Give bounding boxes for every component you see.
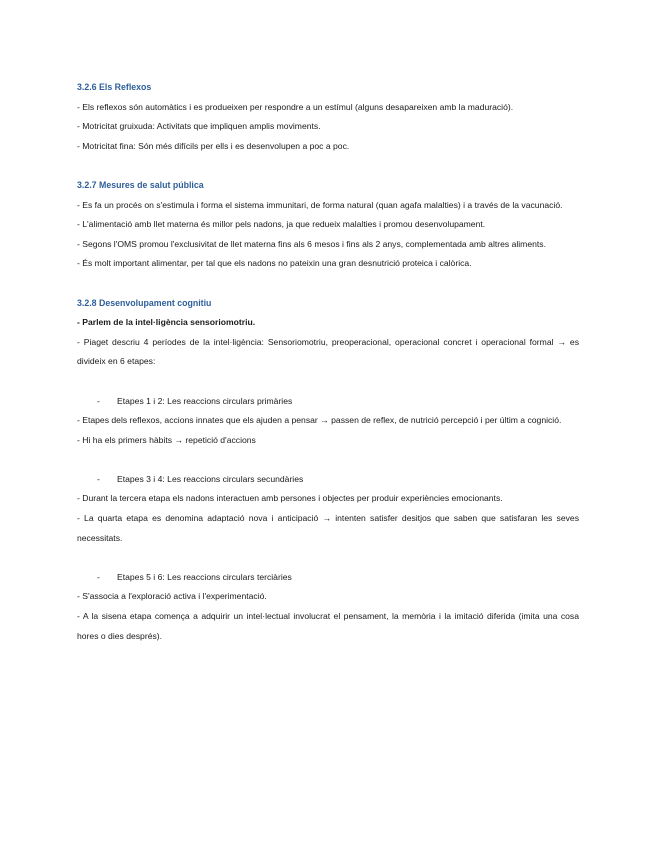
bullet-marker: -	[97, 571, 100, 582]
spacer	[77, 450, 579, 470]
paragraph: - Segons l'OMS promou l'exclusivitat de llet materna fins als 6 mesos i fins als 2 anys, complementada amb altres aliments.	[77, 238, 546, 249]
paragraph: - Es fa un procés on s'estimula i forma el sistema immunitari, de forma natural (quan agafa malalties) i a través de la vacunació.	[77, 199, 563, 210]
spacer	[77, 372, 579, 392]
bullet-marker: -	[97, 395, 100, 406]
paragraph: - Piaget descriu 4 períodes de la intel·ligència: Sensoriomotriu, preoperacional, operacional concret i operacional formal → es divideix en 6 etapes:	[77, 336, 579, 367]
paragraph: - La quarta etapa es denomina adaptació nova i anticipació → intenten satisfer desitjos que saben que satisfaran les seves necessitats.	[77, 513, 579, 543]
spacer	[77, 274, 579, 294]
paragraph: - Etapes dels reflexos, accions innates que els ajuden a pensar → passen de reflex, de nutrició percepció i per últim a cognició.	[77, 415, 562, 426]
stage-heading	[77, 568, 579, 588]
section-heading-3-2-7: 3.2.7 Mesures de salut pública	[77, 179, 204, 190]
document-body	[77, 78, 579, 646]
paragraph: - Motricitat fina: Són més difícils per ells i es desenvolupen a poc a poc.	[77, 140, 350, 151]
paragraph: - L'alimentació amb llet materna és millor pels nadons, ja que redueix malalties i promou desenvolupament.	[77, 219, 486, 230]
stage-title: Etapes 5 i 6: Les reaccions circulars terciàries	[117, 571, 292, 582]
paragraph: - S'associa a l'exploració activa i l'experimentació.	[77, 591, 267, 602]
paragraph: - Els reflexos són automàtics i es produeixen per respondre a un estímul (alguns desapareixen amb la maduració).	[77, 101, 514, 112]
spacer	[77, 548, 579, 568]
stage-title: Etapes 1 i 2: Les reaccions circulars primàries	[117, 395, 293, 406]
paragraph: - Motricitat gruixuda: Activitats que impliquen amplis moviments.	[77, 121, 321, 132]
paragraph: - Durant la tercera etapa els nadons interactuen amb persones i objectes per produir experiències emocionants.	[77, 493, 503, 504]
bullet-marker: -	[97, 473, 100, 484]
paragraph: - És molt important alimentar, per tal que els nadons no pateixin una gran desnutrició proteica i calòrica.	[77, 258, 472, 269]
stage-heading	[77, 392, 579, 412]
section-heading-3-2-6: 3.2.6 Els Reflexos	[77, 82, 152, 92]
stage-heading	[77, 470, 579, 490]
paragraph: - A la sisena etapa comença a adquirir un intel·lectual involucrat el pensament, la memòria i la imitació diferida (imita una cosa hores o dies després).	[77, 611, 579, 641]
paragraph: - Hi ha els primers hàbits → repetició d'accions	[77, 434, 256, 445]
stage-title: Etapes 3 i 4: Les reaccions circulars secundàries	[117, 473, 304, 484]
spacer	[77, 156, 579, 176]
section-heading-3-2-8: 3.2.8 Desenvolupament cognitiu	[77, 297, 212, 308]
paragraph-bold: - Parlem de la intel·ligència sensoriomotriu.	[77, 317, 256, 328]
